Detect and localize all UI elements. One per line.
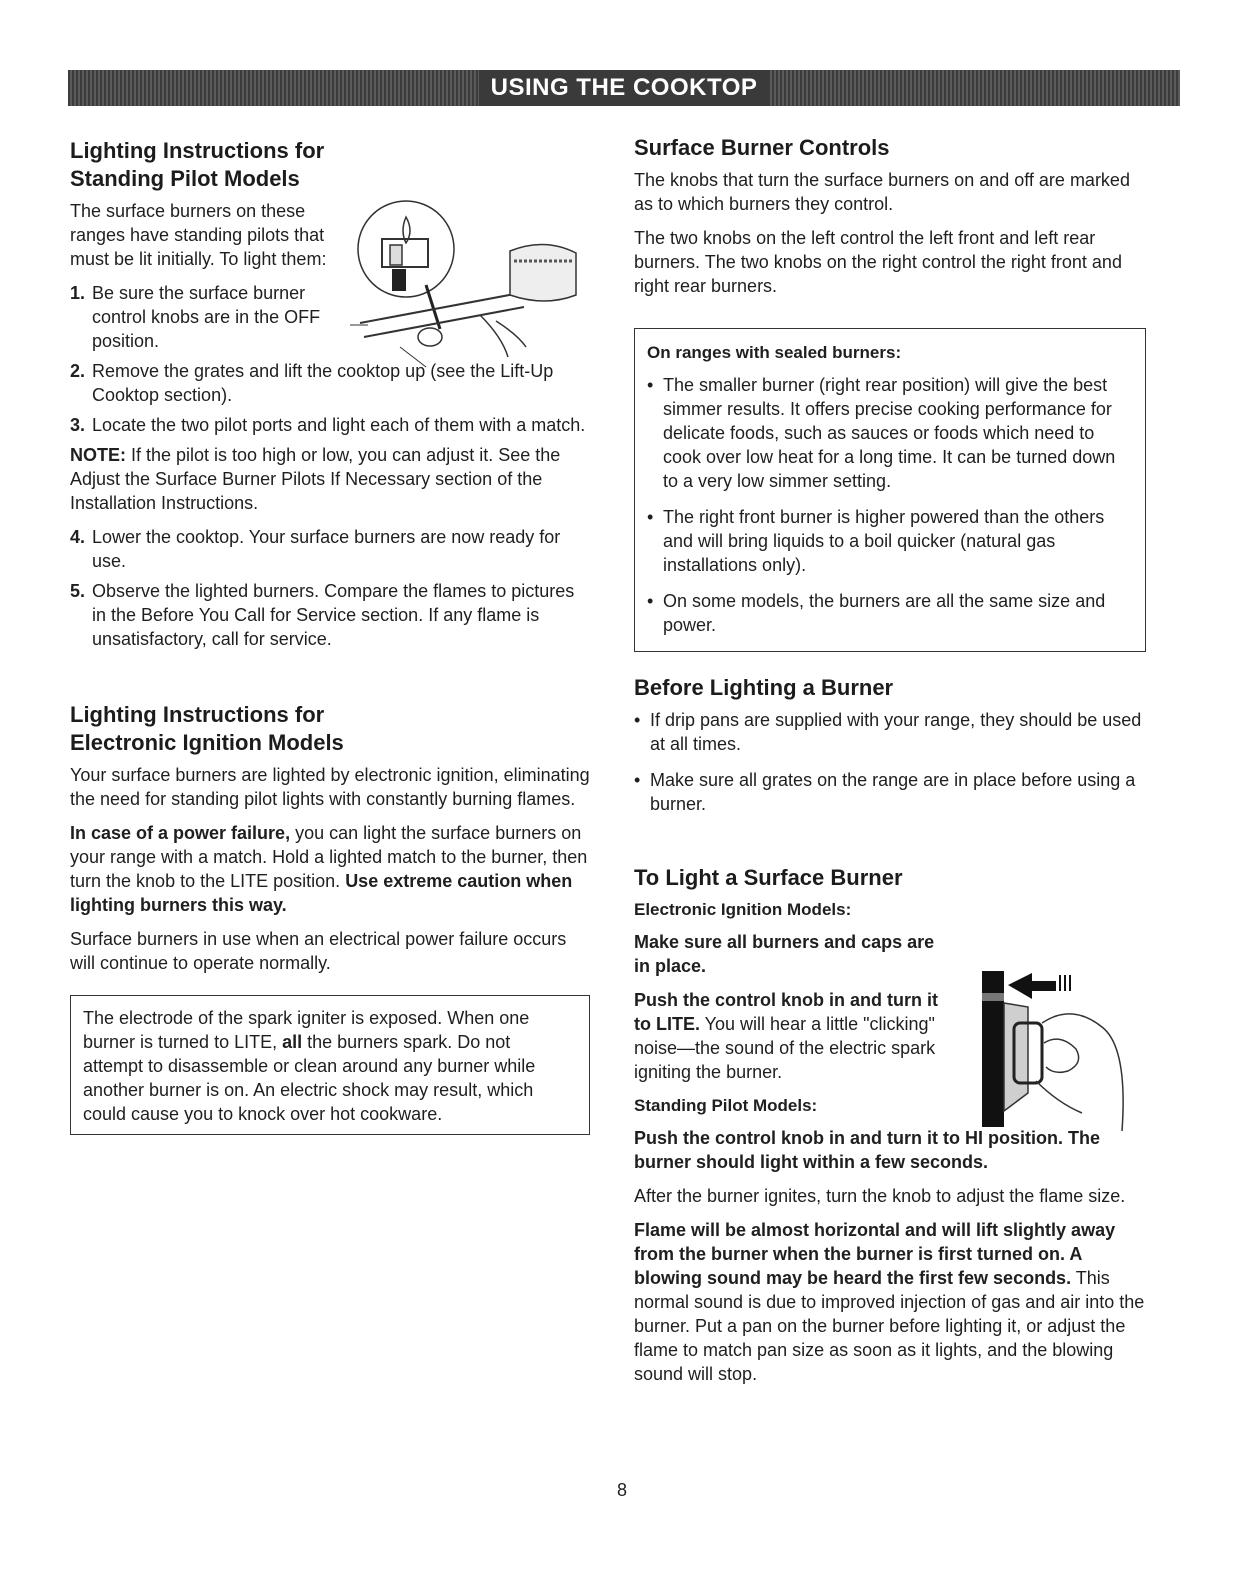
standing-pilot-heading <box>70 137 590 193</box>
warning-text: The electrode of the spark igniter is exposed. When one burner is turned to LITE, <box>83 1008 530 1052</box>
push-lite-text: You will hear a little "clicking" noise—the sound of the electric spark igniting the burner. <box>634 1014 936 1082</box>
controls-paragraph-2: The two knobs on the left control the left front and left rear burners. The two knobs on the right control the right front and right rear burners. <box>634 228 1122 296</box>
bullet-text: If drip pans are supplied with your range, they should be used at all times. <box>650 710 1142 754</box>
list-item <box>70 413 590 437</box>
heading-line: Standing Pilot Models <box>70 166 300 191</box>
spark-warning-box <box>70 995 590 1135</box>
step-text: Locate the two pilot ports and light each of them with a match. <box>92 415 586 435</box>
right-column <box>634 134 1146 1396</box>
list-item <box>634 708 1146 756</box>
step-text: Lower the cooktop. Your surface burners are now ready for use. <box>92 527 561 571</box>
heading-line: Lighting Instructions for <box>70 138 325 163</box>
sealed-burners-list <box>647 373 1131 637</box>
power-failure-text: you can light the surface burners on your range with a match. Hold a lighted match to the burner, then turn the knob to the LITE position. <box>70 823 588 891</box>
electronic-intro: Your surface burners are lighted by electronic ignition, eliminating the need for standing pilot lights with constantly burning flames. <box>70 765 590 809</box>
step-number: 1. <box>70 283 86 303</box>
make-sure-text: Make sure all burners and caps are in place. <box>634 932 935 976</box>
after-ignite-text: After the burner ignites, turn the knob to adjust the flame size. <box>634 1186 1126 1206</box>
list-item <box>634 768 1146 816</box>
note-text: If the pilot is too high or low, you can adjust it. See the Adjust the Surface Burner Pilots If Necessary section of the Installation Instructions. <box>70 445 561 513</box>
caution-text: Use extreme caution when lighting burners this way. <box>70 871 573 915</box>
step-number: 3. <box>70 415 86 435</box>
before-lighting-heading: Before Lighting a Burner <box>634 675 894 700</box>
page-number: 8 <box>616 1480 627 1500</box>
note-paragraph <box>70 443 590 515</box>
electronic-ignition-heading <box>70 701 590 757</box>
standing-models-label: Standing Pilot Models: <box>634 1096 818 1115</box>
list-item <box>647 373 1131 493</box>
sealed-burners-title: On ranges with sealed burners: <box>647 343 902 362</box>
bullet-text: Make sure all grates on the range are in place before using a burner. <box>650 770 1136 814</box>
step-number: 5. <box>70 581 86 601</box>
bullet-text: On some models, the burners are all the same size and power. <box>663 591 1106 635</box>
before-lighting-list <box>634 708 1146 816</box>
bullet-text: The right front burner is higher powered than the others and will bring liquids to a boil quicker (natural gas installations only). <box>663 507 1105 575</box>
standing-pilot-illustration <box>330 197 590 377</box>
banner-title: USING THE COOKTOP <box>479 70 770 106</box>
step-number: 4. <box>70 527 86 547</box>
flame-text: This normal sound is due to improved injection of gas and air into the burner. Put a pan on the burner before lighting it, or adjust the flame to match pan size as soon as it lights, and the blowing sound will stop. <box>634 1268 1145 1384</box>
flame-bold: Flame will be almost horizontal and will lift slightly away from the burner when the burner is first turned on. A blowing sound may be heard the first few seconds. <box>634 1220 1116 1288</box>
list-item <box>647 505 1131 577</box>
section-banner <box>68 70 1180 106</box>
bullet-text: The smaller burner (right rear position) will give the best simmer results. It offers precise cooking performance for delicate foods, such as sauces or foods which need to cook over low heat for a long time. It can be turned down to a very low simmer setting. <box>663 375 1116 491</box>
controls-paragraph-1: The knobs that turn the surface burners on and off are marked as to which burners they control. <box>634 170 1130 214</box>
normal-operation-text: Surface burners in use when an electrical power failure occurs will continue to operate normally. <box>70 929 567 973</box>
step-text: Remove the grates and lift the cooktop up (see the Lift-Up Cooktop section). <box>92 361 554 405</box>
note-label: NOTE: <box>70 445 126 465</box>
power-failure-label: In case of a power failure, <box>70 823 291 843</box>
heading-line: Electronic Ignition Models <box>70 730 344 755</box>
sealed-burners-box <box>634 328 1146 652</box>
bullet-icon: • <box>647 375 654 395</box>
bullet-icon: • <box>634 770 641 790</box>
standing-intro: The surface burners on these ranges have standing pilots that must be lit initially. To light them: <box>70 201 327 269</box>
step-text: Be sure the surface burner control knobs are in the OFF position. <box>92 283 321 351</box>
flame-paragraph <box>634 1218 1146 1386</box>
push-lite-paragraph <box>634 988 954 1084</box>
heading-line: Lighting Instructions for <box>70 702 325 727</box>
warning-emphasis: all <box>282 1032 303 1052</box>
burner-controls-heading: Surface Burner Controls <box>634 135 890 160</box>
electronic-models-label: Electronic Ignition Models: <box>634 900 852 919</box>
list-item <box>70 525 590 573</box>
list-item <box>70 579 590 651</box>
list-item <box>647 589 1131 637</box>
bullet-icon: • <box>647 591 654 611</box>
push-lite-bold: Push the control knob in and turn it to LITE. <box>634 990 938 1034</box>
light-burner-heading: To Light a Surface Burner <box>634 865 903 890</box>
power-failure-paragraph <box>70 821 590 917</box>
standing-steps-list-2 <box>70 525 590 651</box>
step-number: 2. <box>70 361 86 381</box>
bullet-icon: • <box>634 710 641 730</box>
control-knob-illustration <box>972 963 1144 1133</box>
step-text: Observe the lighted burners. Compare the flames to pictures in the Before You Call for Service section. If any flame is unsatisfactory, call for service. <box>92 581 575 649</box>
bullet-icon: • <box>647 507 654 527</box>
warning-text: the burners spark. Do not attempt to disassemble or clean around any burner while another burner is on. An electric shock may result, which could cause you to knock over hot cookware. <box>83 1032 536 1124</box>
push-hi-text: Push the control knob in and turn it to HI position. The burner should light within a few seconds. <box>634 1128 1100 1172</box>
